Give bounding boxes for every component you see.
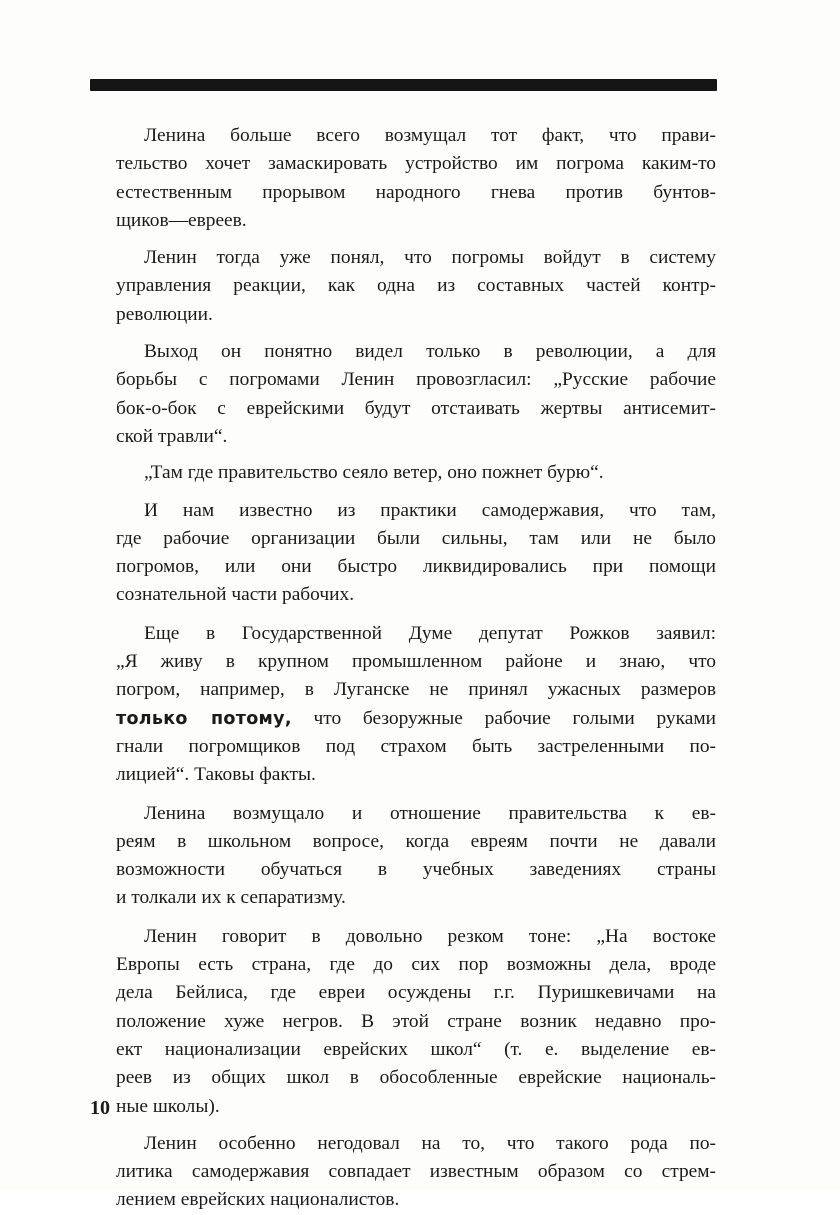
text-line: щиков—евреев. bbox=[116, 209, 247, 231]
text-line: гнали погромщиков под страхом быть застреленными по- bbox=[116, 735, 716, 757]
text-line: „Там где правительство сеяло ветер, оно пожнет бурю“. bbox=[144, 462, 604, 484]
emphasized-phrase: только потому, bbox=[116, 708, 292, 729]
text-line: погромов, или они быстро ликвидировались при помощи bbox=[116, 556, 716, 578]
text-line: тельство хочет замаскировать устройство им погрома каким-то bbox=[116, 153, 716, 175]
text-line: „Я живу в крупном промышленном районе и знаю, что bbox=[116, 651, 716, 673]
text-line: И нам известно из практики самодержавия, что там, bbox=[144, 499, 716, 521]
text-line: бок-о-бок с еврейскими будут отстаивать жертвы антисемит- bbox=[116, 397, 716, 419]
text-line: Выход он понятно видел только в революции, а для bbox=[144, 341, 716, 363]
text-line: сознательной части рабочих. bbox=[116, 584, 355, 606]
text-line: погром, например, в Луганске не принял ужасных размеров bbox=[116, 679, 716, 701]
text-line: Ленин говорит в довольно резком тоне: „На востоке bbox=[144, 925, 716, 947]
text-fragment: что безоружные рабочие голыми руками bbox=[291, 707, 716, 729]
paragraph bbox=[116, 244, 716, 329]
text-line: борьбы с погромами Ленин провозгласил: „Русские рабочие bbox=[116, 369, 716, 391]
text-line: управления реакции, как одна из составных частей контр- bbox=[116, 275, 716, 297]
text-line: лицией“. Таковы факты. bbox=[116, 764, 316, 786]
text-line: литика самодержавия совпадает известным образом со стрем- bbox=[116, 1161, 716, 1183]
text-line: Еще в Государственной Думе депутат Рожков заявил: bbox=[144, 622, 716, 644]
text-line: возможности обучаться в учебных заведениях страны bbox=[116, 859, 716, 881]
text-line: ные школы). bbox=[116, 1095, 220, 1117]
text-line: реев из общих школ в обособленные еврейские националь- bbox=[116, 1067, 716, 1089]
paragraph bbox=[116, 459, 716, 487]
text-line: дела Бейлиса, где евреи осуждены г.г. Пуришкевичами на bbox=[116, 982, 716, 1004]
header-rule bbox=[90, 79, 717, 91]
paragraph bbox=[116, 497, 716, 610]
text-line: ект национализации еврейских школ“ (т. е. выделение ев- bbox=[116, 1038, 716, 1060]
text-line: естественным прорывом народного гнева против бунтов- bbox=[116, 181, 716, 203]
page-number: 10 bbox=[90, 1097, 110, 1119]
paragraph bbox=[116, 800, 716, 913]
text-line: ской травли“. bbox=[116, 425, 228, 447]
text-line: Ленин тогда уже понял, что погромы войдут в систему bbox=[144, 247, 716, 269]
text-line: положение хуже негров. В этой стране возник недавно про- bbox=[116, 1010, 716, 1032]
text-line: лением еврейских националистов. bbox=[116, 1189, 400, 1211]
text-line: революции. bbox=[116, 303, 213, 325]
text-line: Ленина возмущало и отношение правительства к ев- bbox=[144, 802, 716, 824]
text-line: где рабочие организации были сильны, там или не было bbox=[116, 527, 716, 549]
text-line: и толкали их к сепаратизму. bbox=[116, 887, 346, 909]
text-line: реям в школьном вопросе, когда евреям почти не давали bbox=[116, 830, 716, 852]
paragraph bbox=[116, 338, 716, 451]
text-line: Ленин особенно негодовал на то, что такого рода по- bbox=[144, 1132, 716, 1154]
paragraph bbox=[116, 923, 716, 1121]
text-line: Ленина больше всего возмущал тот факт, что прави- bbox=[144, 125, 716, 146]
paragraph bbox=[116, 620, 716, 790]
paragraph bbox=[116, 122, 716, 235]
text-line: Европы есть страна, где до сих пор возможны дела, вроде bbox=[116, 954, 716, 976]
paragraph bbox=[116, 1130, 716, 1215]
text-line-with-emphasis bbox=[116, 705, 716, 733]
body-text bbox=[116, 122, 716, 1215]
